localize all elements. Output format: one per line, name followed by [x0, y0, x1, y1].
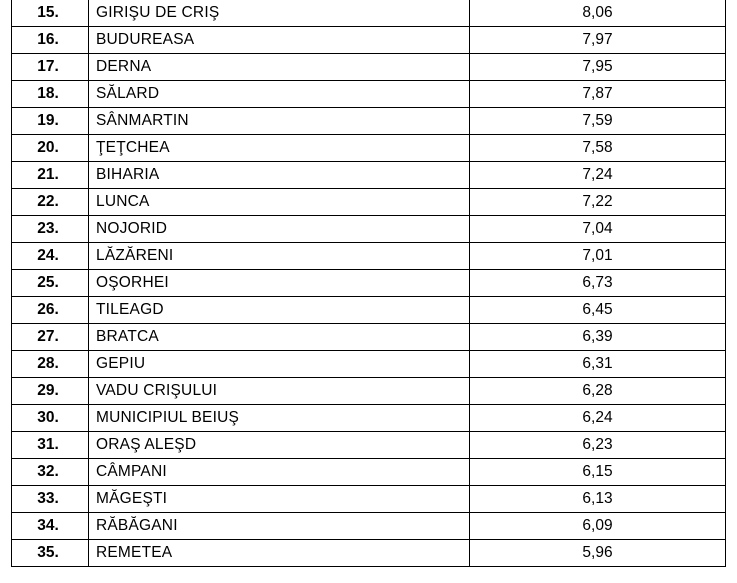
- table-row: [12, 162, 726, 189]
- locality-value: 7,58: [470, 135, 726, 162]
- locality-name: BRATCA: [89, 324, 470, 351]
- row-index: 20.: [12, 135, 89, 162]
- table-row: [12, 81, 726, 108]
- row-index: 32.: [12, 459, 89, 486]
- locality-name: LĂZĂRENI: [89, 243, 470, 270]
- locality-name: RĂBĂGANI: [89, 513, 470, 540]
- row-index: 17.: [12, 54, 89, 81]
- table-row: [12, 0, 726, 27]
- table-row: [12, 54, 726, 81]
- locality-name: CÂMPANI: [89, 459, 470, 486]
- locality-value: 5,96: [470, 540, 726, 567]
- locality-name: ORAŞ ALEŞD: [89, 432, 470, 459]
- locality-value: 6,23: [470, 432, 726, 459]
- locality-name: GEPIU: [89, 351, 470, 378]
- locality-value: 6,28: [470, 378, 726, 405]
- locality-value: 7,04: [470, 216, 726, 243]
- locality-name: TILEAGD: [89, 297, 470, 324]
- row-index: 33.: [12, 486, 89, 513]
- locality-name: SÂNMARTIN: [89, 108, 470, 135]
- row-index: 18.: [12, 81, 89, 108]
- table-row: [12, 486, 726, 513]
- locality-name: MĂGEŞTI: [89, 486, 470, 513]
- row-index: 31.: [12, 432, 89, 459]
- ranking-table-body: [12, 0, 726, 567]
- table-row: [12, 351, 726, 378]
- row-index: 15.: [12, 0, 89, 27]
- table-row: [12, 108, 726, 135]
- row-index: 24.: [12, 243, 89, 270]
- row-index: 34.: [12, 513, 89, 540]
- row-index: 26.: [12, 297, 89, 324]
- table-row: [12, 27, 726, 54]
- table-row: [12, 513, 726, 540]
- table-row: [12, 135, 726, 162]
- table-row: [12, 297, 726, 324]
- locality-value: 7,97: [470, 27, 726, 54]
- row-index: 19.: [12, 108, 89, 135]
- row-index: 22.: [12, 189, 89, 216]
- row-index: 27.: [12, 324, 89, 351]
- row-index: 30.: [12, 405, 89, 432]
- row-index: 16.: [12, 27, 89, 54]
- table-row: [12, 378, 726, 405]
- ranking-table-container: [11, 0, 725, 567]
- locality-name: ŢEŢCHEA: [89, 135, 470, 162]
- table-row: [12, 324, 726, 351]
- locality-name: MUNICIPIUL BEIUŞ: [89, 405, 470, 432]
- locality-name: OŞORHEI: [89, 270, 470, 297]
- locality-name: NOJORID: [89, 216, 470, 243]
- locality-value: 7,87: [470, 81, 726, 108]
- locality-value: 6,39: [470, 324, 726, 351]
- table-row: [12, 243, 726, 270]
- row-index: 21.: [12, 162, 89, 189]
- table-row: [12, 216, 726, 243]
- locality-value: 7,01: [470, 243, 726, 270]
- locality-value: 7,22: [470, 189, 726, 216]
- table-row: [12, 270, 726, 297]
- locality-value: 6,24: [470, 405, 726, 432]
- locality-name: DERNA: [89, 54, 470, 81]
- row-index: 35.: [12, 540, 89, 567]
- locality-value: 6,13: [470, 486, 726, 513]
- locality-value: 6,15: [470, 459, 726, 486]
- table-row: [12, 540, 726, 567]
- table-row: [12, 189, 726, 216]
- locality-name: GIRIŞU DE CRIŞ: [89, 0, 470, 27]
- row-index: 28.: [12, 351, 89, 378]
- table-row: [12, 459, 726, 486]
- row-index: 29.: [12, 378, 89, 405]
- locality-value: 6,09: [470, 513, 726, 540]
- row-index: 25.: [12, 270, 89, 297]
- locality-name: BUDUREASA: [89, 27, 470, 54]
- locality-value: 8,06: [470, 0, 726, 27]
- locality-value: 7,24: [470, 162, 726, 189]
- row-index: 23.: [12, 216, 89, 243]
- locality-value: 6,45: [470, 297, 726, 324]
- ranking-table: [11, 0, 726, 567]
- locality-value: 6,73: [470, 270, 726, 297]
- locality-name: LUNCA: [89, 189, 470, 216]
- locality-value: 7,59: [470, 108, 726, 135]
- locality-name: SĂLARD: [89, 81, 470, 108]
- locality-name: VADU CRIŞULUI: [89, 378, 470, 405]
- locality-name: REMETEA: [89, 540, 470, 567]
- locality-value: 7,95: [470, 54, 726, 81]
- table-row: [12, 432, 726, 459]
- locality-name: BIHARIA: [89, 162, 470, 189]
- locality-value: 6,31: [470, 351, 726, 378]
- table-row: [12, 405, 726, 432]
